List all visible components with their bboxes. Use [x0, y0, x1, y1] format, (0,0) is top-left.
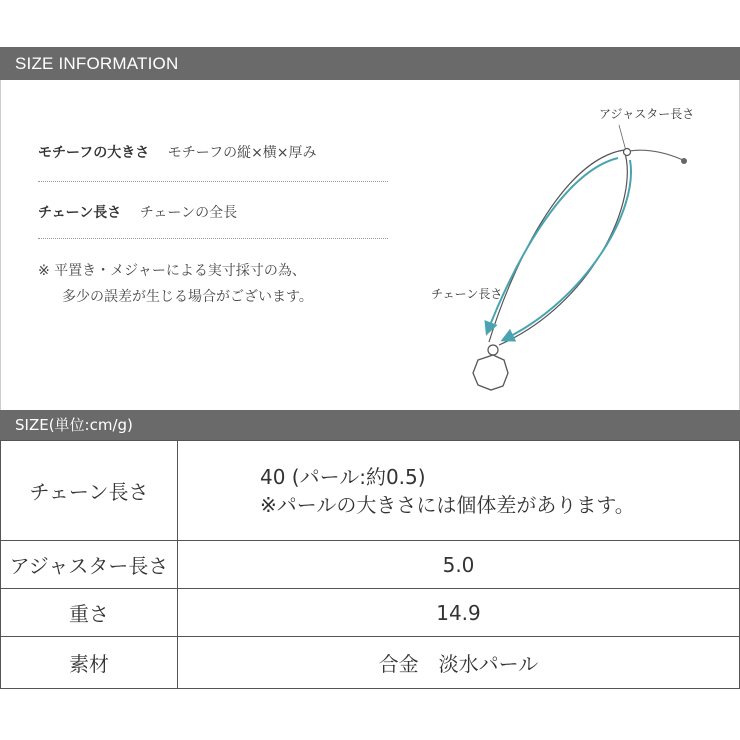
adjuster-pointer: [619, 125, 626, 151]
header-title: SIZE INFORMATION: [15, 54, 179, 73]
chain-outline-left: [489, 150, 624, 342]
adjuster-length-label: アジャスター長さ: [599, 107, 695, 121]
divider: [38, 238, 388, 239]
size-information-header: [0, 47, 740, 80]
clasp-ring: [624, 149, 631, 156]
necklace-diagram: [411, 90, 731, 400]
motif-size-row: [38, 142, 388, 162]
chain-outline-right: [499, 150, 627, 345]
row-key: 重さ: [1, 589, 178, 637]
row-key: アジャスター長さ: [1, 541, 178, 589]
row-value: 合金 淡水パール: [178, 637, 740, 689]
row-value-line-2: ※パールの大きさには個体差があります。: [260, 492, 635, 517]
size-table: [0, 440, 740, 689]
table-row: [1, 441, 740, 541]
row-key: 素材: [1, 637, 178, 689]
note-line-2: 多少の誤差が生じる場合がございます。: [62, 289, 313, 305]
chain-length-label: チェーン長さ: [38, 205, 122, 221]
row-value: 14.9: [178, 589, 740, 637]
row-value: [178, 441, 740, 541]
chain-length-value: チェーンの全長: [139, 205, 238, 221]
pendant-motif: [473, 355, 508, 390]
table-row: [1, 541, 740, 589]
row-value: 5.0: [178, 541, 740, 589]
measurement-note: [38, 258, 313, 310]
row-key: チェーン長さ: [1, 441, 178, 541]
note-line-1: ※ 平置き・メジャーによる実寸採寸の為、: [38, 263, 306, 279]
pendant-bail: [488, 345, 498, 355]
adjuster-chain: [623, 150, 683, 160]
table-row: [1, 589, 740, 637]
adjuster-end: [681, 158, 687, 164]
chain-length-diagram-label: チェーン長さ: [431, 287, 503, 301]
divider: [38, 181, 388, 182]
row-value-line-1: 40 (パール:約0.5): [260, 464, 426, 489]
info-panel: [0, 80, 740, 410]
size-section-title: SIZE(単位:cm/g): [15, 416, 133, 434]
size-section-header: [0, 410, 740, 440]
motif-size-value: モチーフの縦×横×厚み: [167, 145, 317, 161]
chain-length-row: [38, 202, 388, 222]
motif-size-label: モチーフの大きさ: [38, 145, 150, 161]
table-row: [1, 637, 740, 689]
